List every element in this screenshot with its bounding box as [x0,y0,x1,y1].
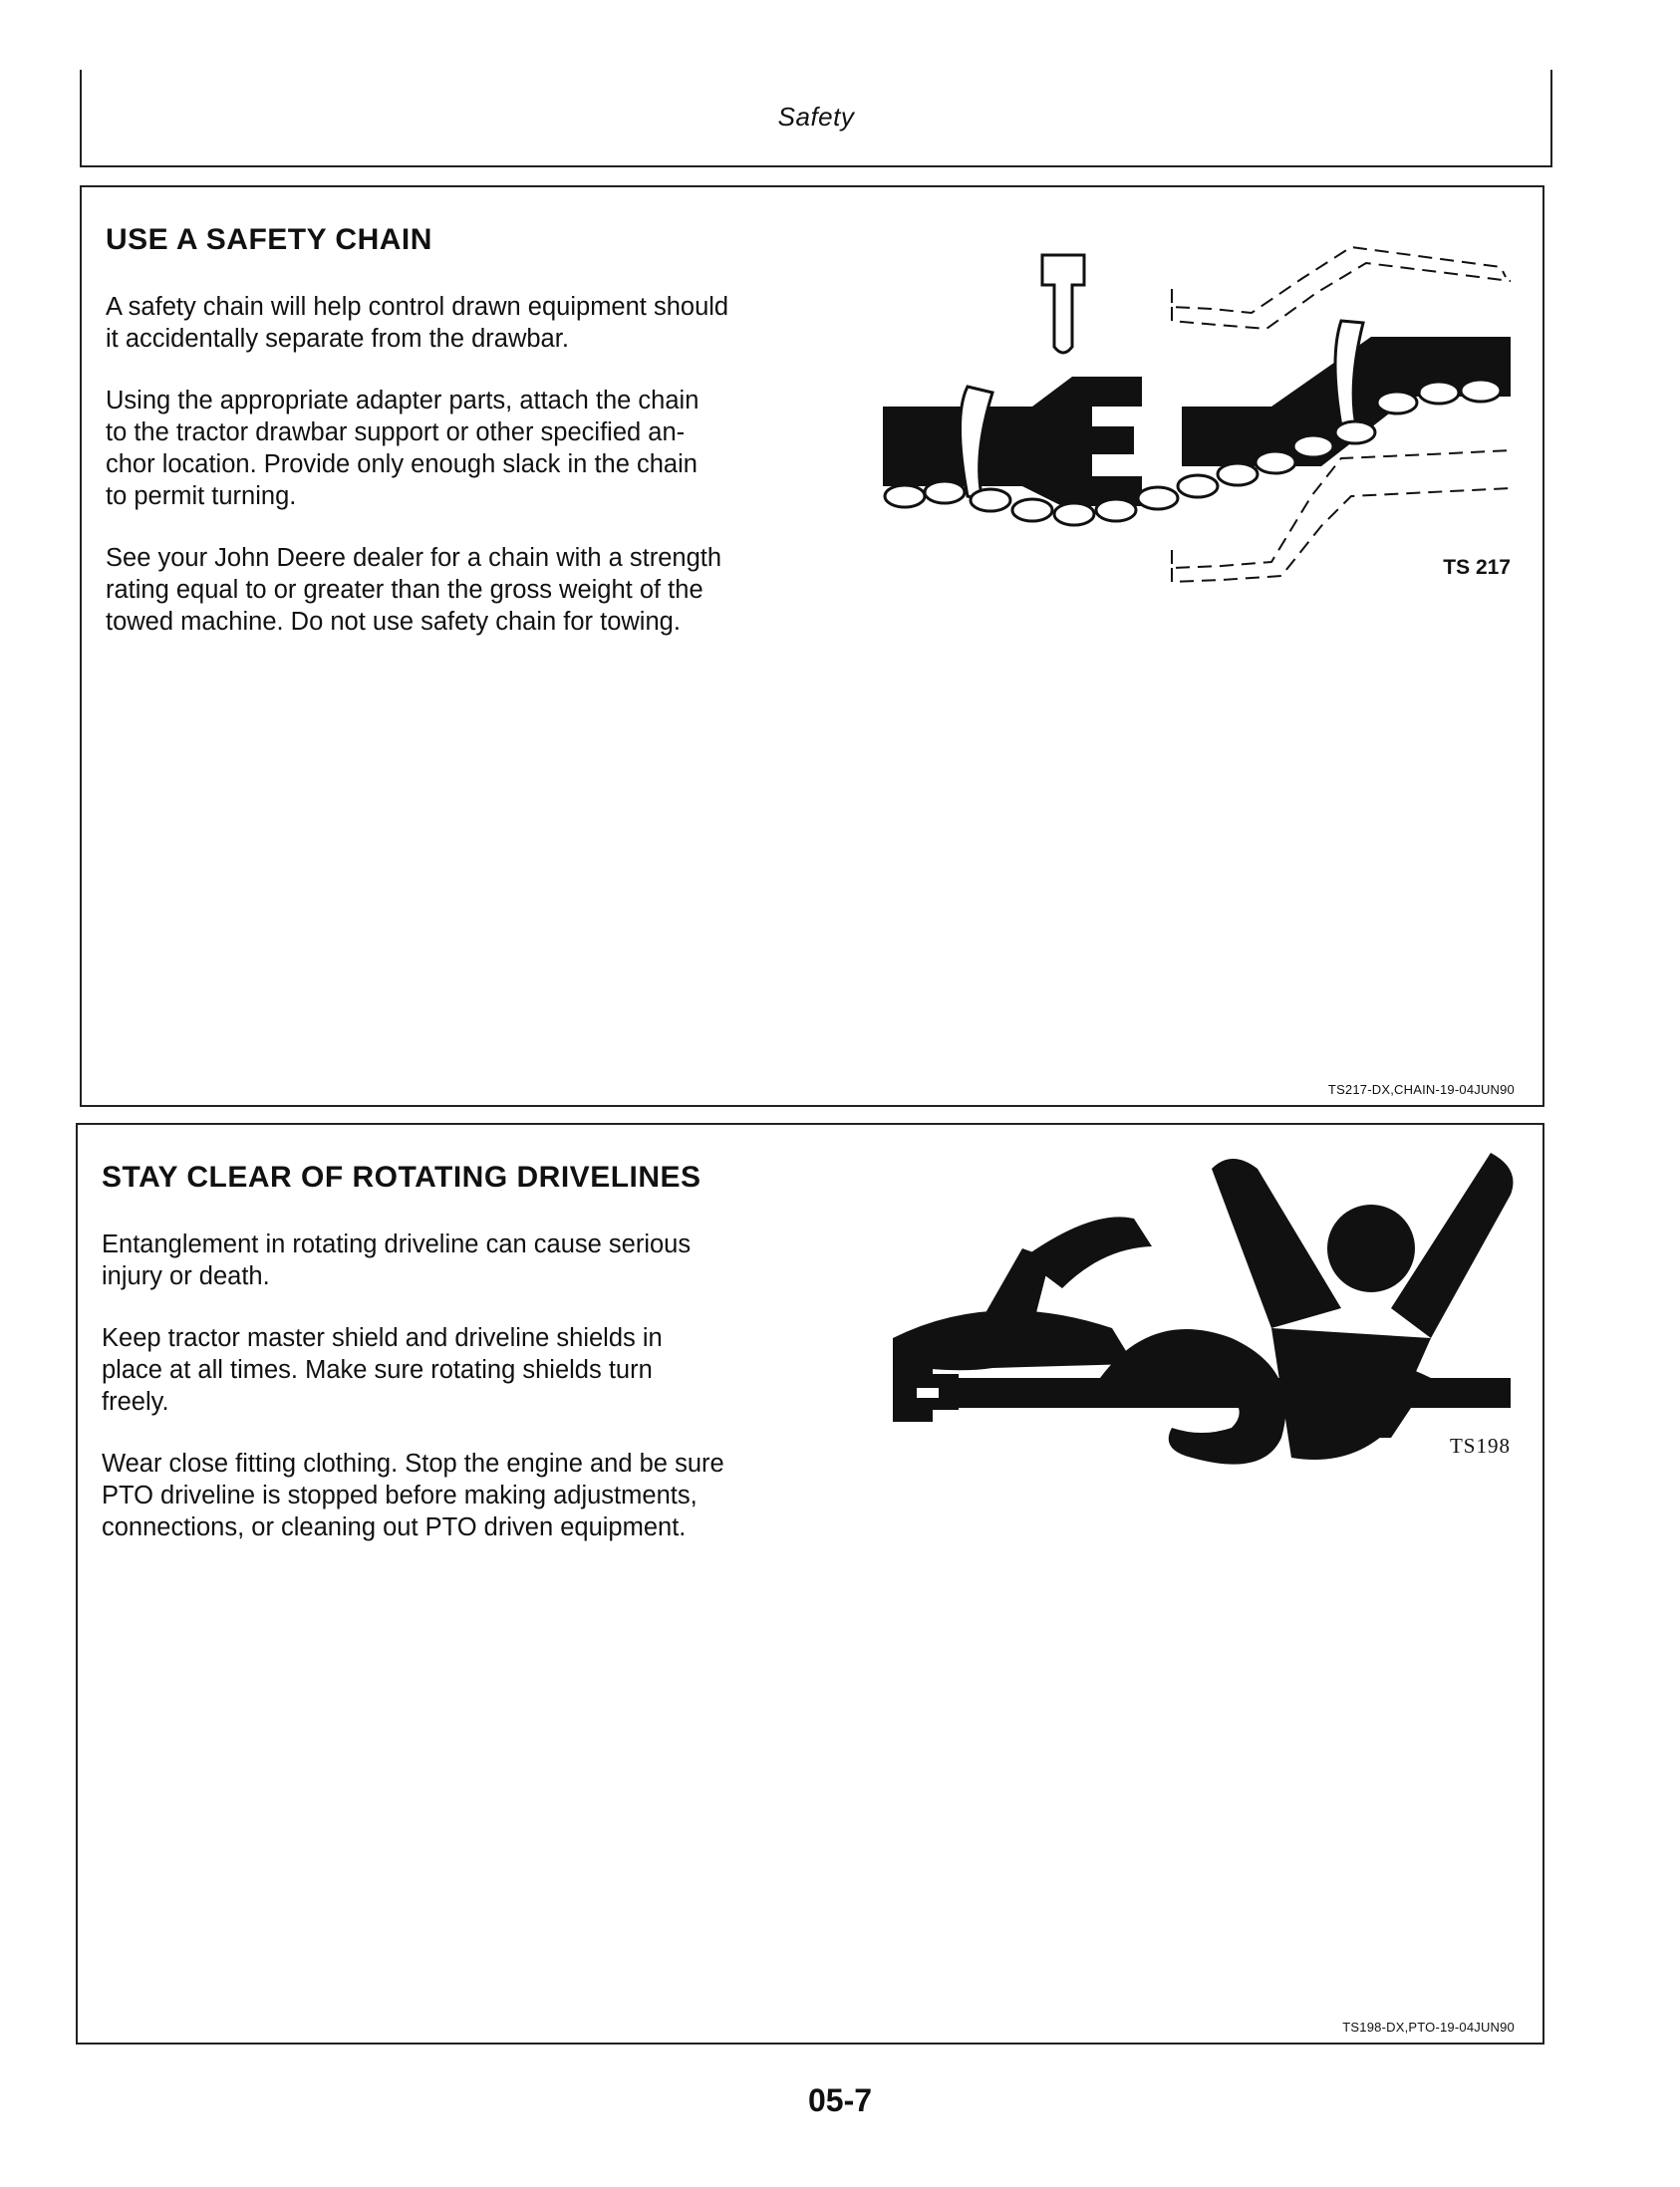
page-header [80,70,1552,167]
safety-chain-illustration [873,197,1521,616]
paragraph: See your John Deere dealer for a chain with a strength rating equal to or greater than the gross weight of the towed machine. Do not use safety chain for towing. [106,544,722,636]
section-title: USE A SAFETY CHAIN [106,223,432,256]
page-number: 05-7 [807,2082,873,2118]
header-title: Safety [777,102,855,132]
section-safety-chain [80,185,1544,1107]
rotating-driveline-illustration [873,1139,1521,1468]
section-rotating-drivelines [76,1123,1544,2045]
driveline-entanglement-icon [873,1139,1521,1468]
paragraph: Keep tractor master shield and driveline shields in place at all times. Make sure rotating shields turn freely. [102,1324,663,1416]
section-code: TS217-DX,CHAIN-19-04JUN90 [1327,1082,1515,1097]
paragraph: Wear close fitting clothing. Stop the engine and be sure PTO driveline is stopped before making adjustments, connections, or cleaning out PTO driven equipment. [102,1450,724,1541]
paragraph: Using the appropriate adapter parts, attach the chain to the tractor drawbar support or other specified an- chor location. Provide only enough slack in the chain to permit turning. [106,387,700,510]
section-body [102,1229,819,1573]
paragraph: A safety chain will help control drawn equipment should it accidentally separate from the drawbar. [106,293,729,353]
figure-label: TS198 [1449,1434,1511,1458]
figure-label: TS 217 [1443,556,1511,579]
section-title: STAY CLEAR OF ROTATING DRIVELINES [102,1161,701,1194]
paragraph: Entanglement in rotating driveline can cause serious injury or death. [102,1230,692,1290]
section-body [106,291,823,668]
chain-drawbar-icon [873,197,1521,616]
section-code: TS198-DX,PTO-19-04JUN90 [1342,2020,1515,2035]
